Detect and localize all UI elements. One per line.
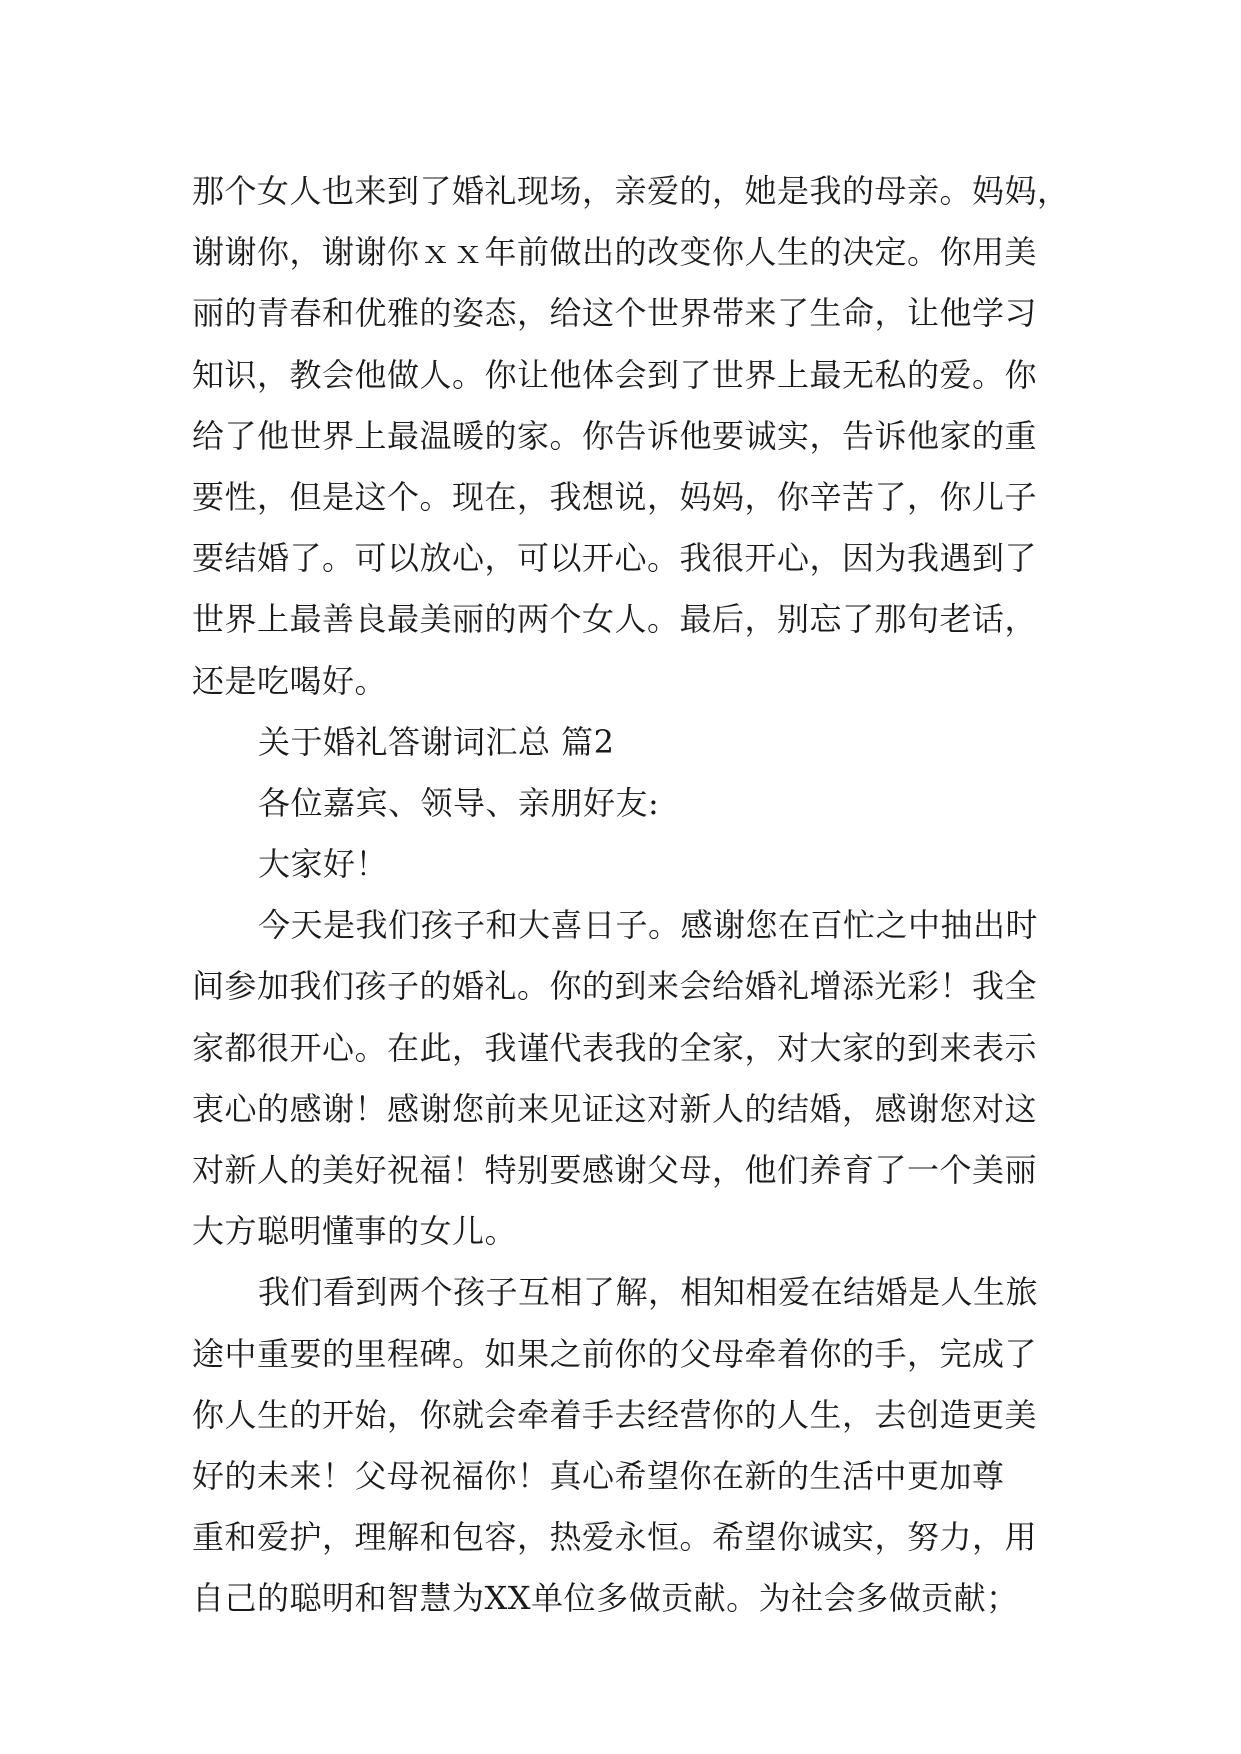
text-line: 衷心的感谢！感谢您前来见证这对新人的结婚，感谢您对这 [192, 1089, 1038, 1128]
text-line: 还是吃喝好。 [192, 661, 388, 700]
text-line: 今天是我们孩子和大喜日子。感谢您在百忙之中抽出时 [258, 906, 1039, 945]
text-line: 谢谢你，谢谢你ｘｘ年前做出的改变你人生的决定。你用美 [192, 233, 1038, 272]
text-line: 我们看到两个孩子互相了解，相知相爱在结婚是人生旅 [258, 1273, 1039, 1312]
text-line: 自己的聪明和智慧为XX单位多做贡献。为社会多做贡献； [192, 1579, 1019, 1618]
document-body [192, 161, 1077, 1630]
text-line: 给了他世界上最温暖的家。你告诉他要诚实，告诉他家的重 [192, 416, 1038, 455]
text-line: 要结婚了。可以放心，可以开心。我很开心，因为我遇到了 [192, 539, 1038, 578]
text-line: 好的未来！父母祝福你！真心希望你在新的生活中更加尊 [192, 1456, 1005, 1495]
text-line: 大方聪明懂事的女儿。 [192, 1212, 518, 1251]
text-line: 丽的青春和优雅的姿态，给这个世界带来了生命，让他学习 [192, 294, 1038, 333]
text-line: 各位嘉宾、领导、亲朋好友: [258, 783, 660, 822]
text-line: 要性，但是这个。现在，我想说，妈妈，你辛苦了，你儿子 [192, 477, 1038, 516]
text-line: 大家好！ [258, 845, 389, 884]
text-line: 重和爱护，理解和包容，热爱永恒。希望你诚实，努力，用 [192, 1518, 1038, 1557]
text-line: 途中重要的里程碑。如果之前你的父母牵着你的手，完成了 [192, 1334, 1038, 1373]
text-line: 你人生的开始，你就会牵着手去经营你的人生，去创造更美 [192, 1395, 1038, 1434]
text-line: 间参加我们孩子的婚礼。你的到来会给婚礼增添光彩！我全 [192, 967, 1038, 1006]
text-line: 知识，教会他做人。你让他体会到了世界上最无私的爱。你 [192, 355, 1038, 394]
text-line: 对新人的美好祝福！特别要感谢父母，他们养育了一个美丽 [192, 1151, 1038, 1189]
text-line: 世界上最善良最美丽的两个女人。最后，别忘了那句老话， [192, 600, 1038, 639]
text-line: 家都很开心。在此，我谨代表我的全家，对大家的到来表示 [192, 1028, 1038, 1067]
text-line: 那个女人也来到了婚礼现场，亲爱的，她是我的母亲。妈妈， [192, 172, 1070, 210]
text-line: 关于婚礼答谢词汇总 篇2 [258, 722, 615, 761]
